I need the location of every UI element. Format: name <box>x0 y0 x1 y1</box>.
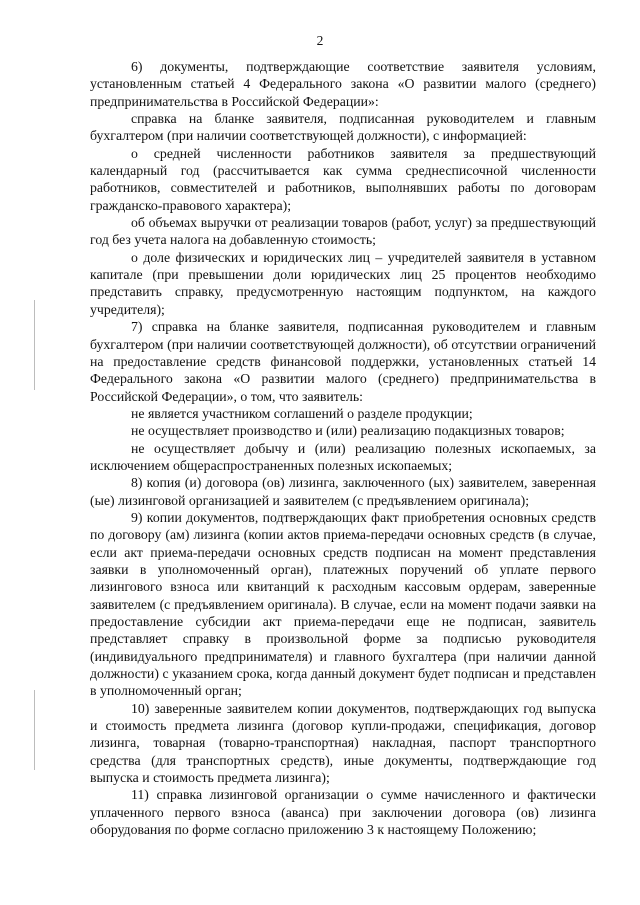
scan-margin-mark <box>34 690 35 770</box>
paragraph-certificate: справка на бланке заявителя, подписанная руководителем и главным бухгалтером (при наличии соответствующей должности), с информацией: <box>90 111 596 144</box>
paragraph-item-6: 6) документы, подтверждающие соответствие заявителя условиям, установленным статьей 4 Федерального закона «О развитии малого (среднего) предпринимательства в Российской Федерации»: <box>90 59 596 109</box>
document-body <box>90 58 596 838</box>
paragraph-item-7: 7) справка на бланке заявителя, подписанная руководителем и главным бухгалтером (при наличии соответствующей должности), об отсутствии ограничений на предоставление средств финансовой поддержки, установленных статьей 14 Федерального закона «О развитии малого (среднего) предпринимательства в Российской Федерации», о том, что заявитель: <box>90 319 596 404</box>
paragraph-revenue: об объемах выручки от реализации товаров (работ, услуг) за предшествующий год без учета налога на добавленную стоимость; <box>90 215 596 248</box>
paragraph-average-staff: о средней численности работников заявителя за предшествующий календарный год (рассчитывается как сумма среднесписочной численности работников, совместителей и работников, выполнявших работы по договорам гражданско-правового характера); <box>90 145 596 213</box>
paragraph-founders-share: о доле физических и юридических лиц – учредителей заявителя в уставном капитале (при превышении доли юридических лиц 25 процентов необходимо представить справку, предусмотренную настоящим подпунктом, на каждого учредителя); <box>90 249 596 317</box>
scan-margin-mark <box>34 300 35 390</box>
page-number: 2 <box>316 33 324 48</box>
paragraph-mineral-extraction: не осуществляет добычу и (или) реализацию полезных ископаемых, за исключением общераспространенных полезных ископаемых; <box>90 440 596 473</box>
paragraph-item-11: 11) справка лизинговой организации о сумме начисленного и фактически уплаченного первого взноса (аванса) при заключении договора (ов) лизинга оборудования по форме согласно приложению 3 к настоящему Положению; <box>90 787 596 838</box>
paragraph-production-sharing: не является участником соглашений о разделе продукции; <box>131 405 473 421</box>
paragraph-item-8: 8) копия (и) договора (ов) лизинга, заключенного (ых) заявителем, заверенная (ые) лизинговой организацией и заявителем (с предъявлением оригинала); <box>90 475 596 508</box>
paragraph-item-9: 9) копии документов, подтверждающих факт приобретения основных средств по договору (ам) лизинга (копии актов приема-передачи основных средств (в случае, если акт приема-передачи основных средств подписан на момент представления заявки в уполномоченный орган), платежных поручений об уплате первого лизингового взноса или квитанций к расходным кассовым ордерам, заверенные заявителем (с предъявлением оригинала). В случае, если на момент подачи заявки на предоставление субсидии акт приема-передачи еще не подписан, заявитель представляет справку в произвольной форме за подписью руководителя (индивидуального предпринимателя) и главного бухгалтера (при наличии данной должности) с указанием срока, когда данный документ будет подписан и представлен в уполномоченный орган; <box>90 509 596 699</box>
paragraph-item-10: 10) заверенные заявителем копии документов, подтверждающих год выпуска и стоимость предмета лизинга (договор купли-продажи, спецификация, договор лизинга, товарная (товарно-транспортная) накладная, паспорт транспортного средства (для транспортных средств), иные документы, подтверждающие год выпуска и стоимость предмета лизинга); <box>90 700 596 786</box>
paragraph-excise-goods: не осуществляет производство и (или) реализацию подакцизных товаров; <box>131 423 565 439</box>
